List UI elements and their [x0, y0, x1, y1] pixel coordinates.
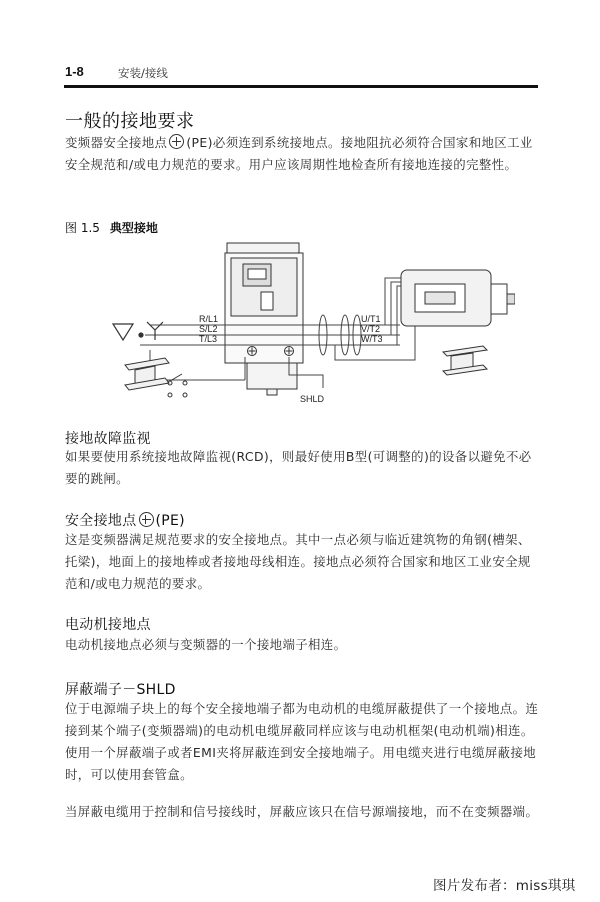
running-title: 安装/接线: [118, 66, 168, 80]
motor-icon: [401, 270, 515, 326]
section-title-motor-ground: 电动机接地点: [65, 617, 151, 633]
paragraph-text-after-symbol: (PE)必须连到系统接地点。接地阻抗必须符合国家和地区工业安全规范和/或电力规范的要求。用户应该周期性地检查所有接地连接的完整性。: [65, 135, 533, 172]
ground-beam-icon: [125, 358, 169, 390]
paragraph-general-grounding: [65, 132, 539, 176]
watermark-publisher: 图片发布者：miss琪琪: [433, 878, 576, 894]
label-s-l2: S/L2: [199, 324, 218, 334]
header-rule: [64, 85, 538, 88]
ground-symbol-icon: [169, 134, 184, 149]
motor-ground-beam-icon: [443, 346, 487, 375]
paragraph-shield-signal: 当屏蔽电缆用于控制和信号接线时，屏蔽应该只在信号源端接地，而不在变频器端。: [65, 804, 539, 819]
label-shld: SHLD: [300, 394, 325, 404]
paragraph-text-before-symbol: 变频器安全接地点: [65, 135, 168, 150]
page-number: 1-8: [65, 64, 84, 79]
paragraph-safety-ground: 这是变频器满足规范要求的安全接地点。其中一点必须与临近建筑物的角钢(槽架、托梁)，地面上的接地棒或者接地母线相连。接地点必须符合国家和地区工业安全规范和/或电力规范的要求。: [65, 532, 531, 591]
safety-ground-title-pe: (PE): [155, 513, 185, 529]
typical-grounding-diagram: [95, 240, 515, 412]
label-r-l1: R/L1: [199, 314, 219, 324]
label-t-l3: T/L3: [199, 334, 218, 344]
drive-unit: [225, 243, 303, 395]
section-title-safety-ground: [65, 510, 185, 530]
label-w-t3: W/T3: [361, 334, 383, 344]
section-title-ground-fault: 接地故障监视: [65, 431, 151, 447]
ground-symbol-icon: [139, 512, 154, 527]
figure-caption: [65, 219, 158, 236]
figure-caption-text: 典型接地: [109, 221, 158, 235]
paragraph-shield-terminal: 位于电源端子块上的每个安全接地端子都为电动机的电缆屏蔽提供了一个接地点。连接到某个端子(变频器端)的电动机电缆屏蔽同样应该与电动机框架(电动机端)相连。使用一个屏蔽端子或者EMI夹将屏蔽连到安全接地端子。用电缆夹进行电缆屏蔽接地时，可以使用套管盒。: [65, 701, 539, 782]
label-v-t2: V/T2: [361, 324, 381, 334]
safety-ground-title-text: 安全接地点: [65, 513, 137, 529]
switch-contact-icon: [168, 374, 187, 397]
label-u-t1: U/T1: [361, 314, 381, 324]
paragraph-ground-fault: 如果要使用系统接地故障监视(RCD)，则最好使用B型(可调整的)的设备以避免不必要的跳闸。: [65, 449, 532, 486]
paragraph-motor-ground: 电动机接地点必须与变频器的一个接地端子相连。: [65, 637, 347, 652]
figure-number: 图 1.5: [65, 221, 100, 235]
section-title-shield-terminal: 屏蔽端子－SHLD: [65, 682, 176, 698]
section-title-general-grounding: 一般的接地要求: [65, 111, 195, 132]
